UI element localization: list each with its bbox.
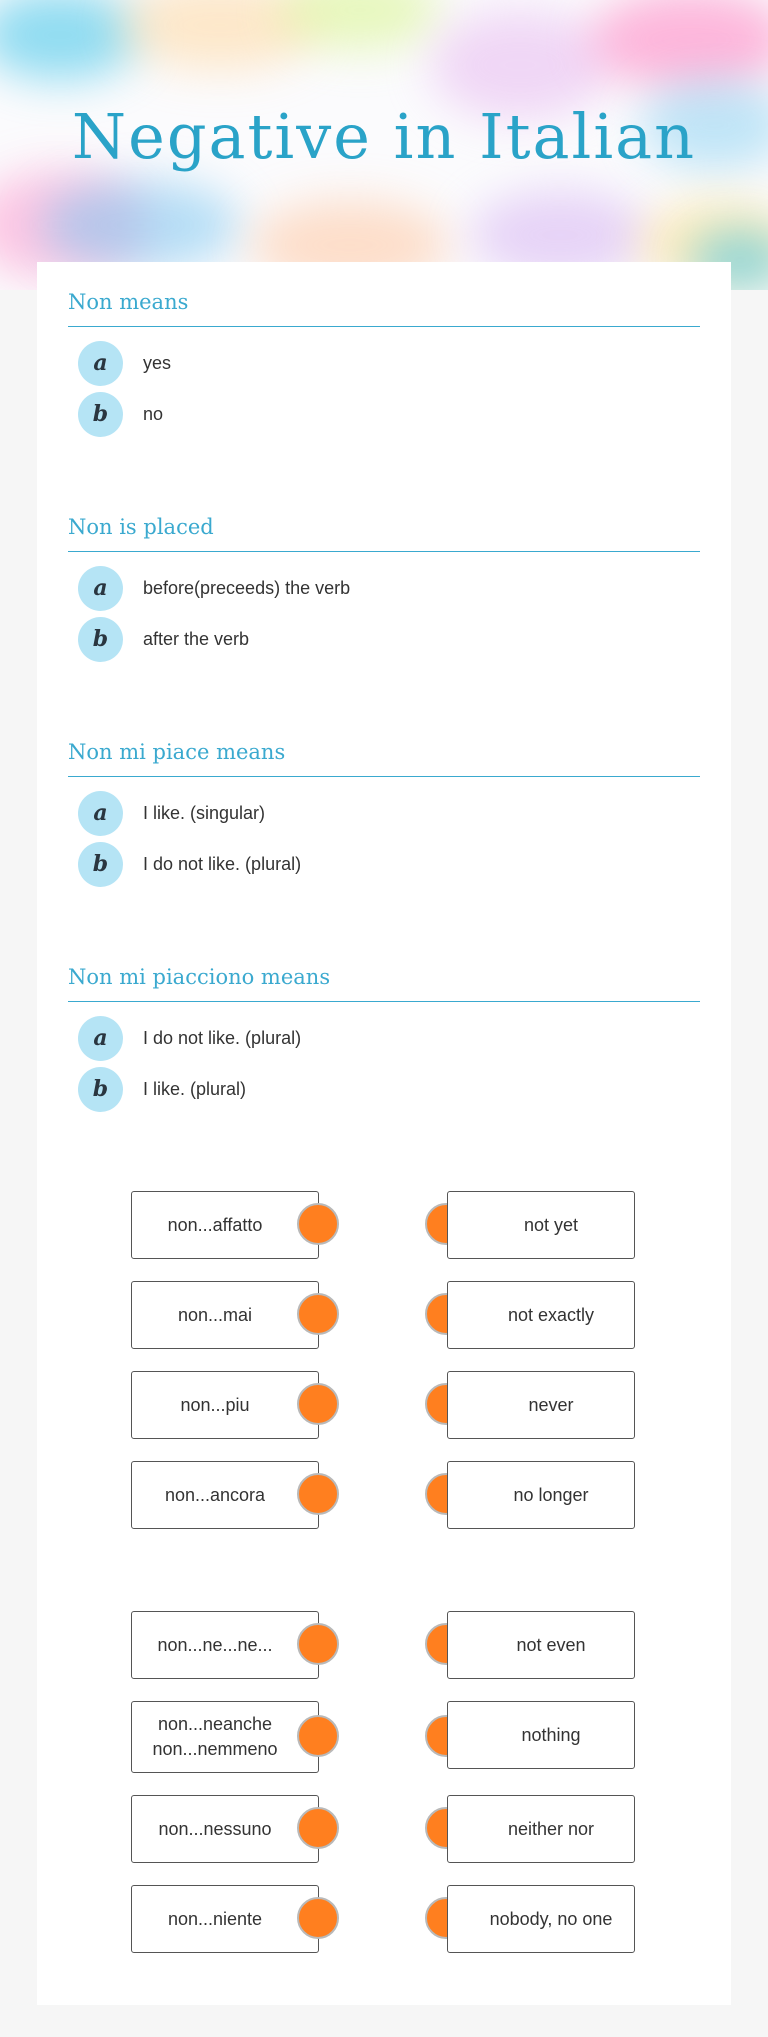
question-4 [68,965,700,1118]
question-prompt: Non means [68,290,700,327]
match-connector-dot[interactable] [297,1203,339,1245]
match-right-item: never [447,1371,635,1439]
option-text: I do not like. (plural) [143,1028,302,1048]
match-left-item: non...niente [131,1885,319,1953]
match-left-item: non...ancora [131,1461,319,1529]
option-b[interactable] [68,392,700,443]
question-prompt: Non is placed [68,515,700,552]
match-left-item: non...neanche non...nemmeno [131,1701,319,1773]
option-letter-badge: a [78,791,123,836]
option-letter-badge: b [78,1067,123,1112]
match-left-item: non...piu [131,1371,319,1439]
match-right-item: not yet [447,1191,635,1259]
option-text: no [143,404,164,424]
option-text: I do not like. (plural) [143,854,302,874]
option-letter-badge: a [78,1016,123,1061]
match-connector-dot[interactable] [297,1383,339,1425]
option-text: before(preceeds) the verb [143,578,351,598]
option-a[interactable] [68,791,700,842]
match-right-item: nobody, no one [447,1885,635,1953]
option-text: after the verb [143,629,250,649]
match-right-item: not exactly [447,1281,635,1349]
header-banner [0,0,768,290]
option-b[interactable] [68,617,700,668]
option-letter-badge: a [78,341,123,386]
option-a[interactable] [68,566,700,617]
match-connector-dot[interactable] [297,1807,339,1849]
question-prompt: Non mi piacciono means [68,965,700,1002]
option-text: I like. (singular) [143,803,266,823]
option-a[interactable] [68,341,700,392]
match-left-item: non...ne...ne... [131,1611,319,1679]
question-2 [68,515,700,668]
option-b[interactable] [68,1067,700,1118]
option-letter-badge: b [78,392,123,437]
match-right-item: nothing [447,1701,635,1769]
option-text: I like. (plural) [143,1079,247,1099]
match-connector-dot[interactable] [297,1473,339,1515]
match-left-item: non...affatto [131,1191,319,1259]
match-right-item: neither nor [447,1795,635,1863]
option-letter-badge: b [78,842,123,887]
worksheet-card [37,262,731,2005]
option-letter-badge: a [78,566,123,611]
option-a[interactable] [68,1016,700,1067]
match-connector-dot[interactable] [297,1293,339,1335]
page-title: Negative in Italian [71,100,697,173]
option-letter-badge: b [78,617,123,662]
match-connector-dot[interactable] [297,1897,339,1939]
match-connector-dot[interactable] [297,1623,339,1665]
match-connector-dot[interactable] [297,1715,339,1757]
match-left-item: non...nessuno [131,1795,319,1863]
question-1 [68,290,700,443]
match-left-item: non...mai [131,1281,319,1349]
option-text: yes [143,353,172,373]
question-prompt: Non mi piace means [68,740,700,777]
match-right-item: no longer [447,1461,635,1529]
match-right-item: not even [447,1611,635,1679]
option-b[interactable] [68,842,700,893]
question-3 [68,740,700,893]
